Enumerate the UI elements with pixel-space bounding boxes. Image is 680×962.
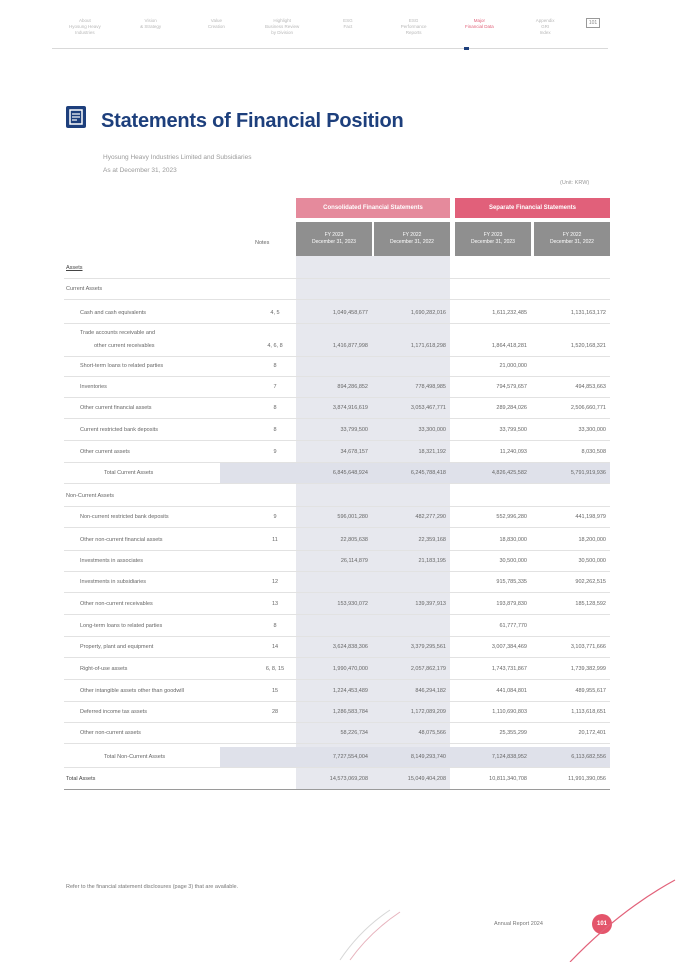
row-label-text: Long-term loans to related parties [80, 623, 163, 629]
row-note: 7 [273, 384, 277, 390]
row-label-text: Other non-current assets [80, 730, 141, 736]
row-value: 30,500,000 [578, 558, 606, 564]
col-header-year: FY 2023 [483, 232, 503, 238]
row-label-text: Assets [66, 265, 83, 271]
nav-item[interactable] [118, 18, 184, 48]
row-value: 915,785,335 [496, 579, 527, 585]
nav-active-marker [464, 47, 469, 50]
footnote: Refer to the financial statement disclosures (page 3) that are available. [66, 884, 239, 890]
row-value: 11,240,093 [499, 449, 527, 455]
row-note: 9 [273, 514, 277, 520]
row-note: 28 [271, 709, 279, 715]
row-value: 1,171,618,298 [410, 343, 446, 349]
row-note: 11 [272, 537, 278, 543]
row-divider [64, 679, 610, 680]
nav-item-label: Financial Data [464, 24, 494, 29]
row-value: 22,805,638 [340, 537, 368, 543]
row-divider [64, 743, 610, 744]
row-value: 33,300,000 [418, 427, 446, 433]
row-divider [64, 614, 610, 615]
row-note: 8 [273, 363, 277, 369]
table-row [64, 258, 610, 278]
nav-item-label: Appendix [535, 18, 555, 23]
row-label-text: Deferred income tax assets [80, 709, 147, 715]
row-label-text: Property, plant and equipment [80, 644, 154, 650]
row-divider [64, 527, 610, 528]
row-label [80, 666, 127, 672]
row-value: 20,172,401 [578, 730, 606, 736]
row-label [80, 644, 153, 650]
nav-item-label: Major [473, 18, 485, 23]
row-note: 8 [273, 427, 277, 433]
row-label [66, 776, 95, 782]
document-icon [66, 106, 86, 128]
nav-item[interactable] [249, 18, 315, 48]
table-row [64, 723, 610, 743]
row-label-text: Cash and cash equivalents [80, 310, 147, 316]
row-label [66, 493, 114, 499]
table-row [64, 420, 610, 440]
row-label [104, 754, 165, 760]
nav-item-label: Industries [75, 30, 95, 35]
row-label-text: Investments in subsidiaries [80, 579, 147, 585]
col-header-date: December 31, 2022 [550, 239, 594, 245]
row-value: 2,057,862,179 [410, 666, 446, 672]
row-note: 8 [273, 405, 277, 411]
nav-item[interactable] [184, 18, 250, 48]
row-note: 13 [271, 601, 279, 607]
nav-item-label: Fact [343, 24, 353, 29]
row-value: 3,874,916,619 [332, 405, 368, 411]
page-subtitle [103, 151, 252, 177]
row-value: 33,300,000 [578, 427, 606, 433]
row-value: 1,864,418,281 [491, 343, 527, 349]
nav-item-label: About [78, 18, 91, 23]
row-label-text: Other current assets [80, 449, 130, 455]
row-value: 1,224,453,489 [332, 688, 368, 694]
row-note: 6, 8, 15 [265, 666, 285, 672]
row-label-text: Total Non-Current Assets [104, 754, 166, 760]
row-value: 1,131,163,172 [570, 310, 606, 316]
row-label-text: Non-current restricted bank deposits [80, 514, 169, 520]
row-label-text: Total Assets [66, 776, 96, 782]
nav-item[interactable] [447, 18, 513, 48]
table-row [64, 769, 610, 789]
nav-item-label: & Strategy [140, 24, 162, 29]
row-label-text: Non-Current Assets [66, 493, 114, 499]
row-value: 1,520,168,321 [570, 343, 606, 349]
row-value: 11,991,390,056 [568, 776, 606, 782]
row-value: 3,007,384,469 [491, 644, 527, 650]
nav-item[interactable] [381, 18, 447, 48]
nav-item-label: Vision [144, 18, 157, 23]
nav-item-label: GRI [541, 24, 550, 29]
row-value: 18,830,000 [499, 537, 527, 543]
row-label [80, 730, 141, 736]
row-label [80, 601, 153, 607]
nav-item[interactable] [52, 18, 118, 48]
top-navigation [52, 18, 608, 48]
row-note: 9 [273, 449, 277, 455]
row-value: 18,321,192 [418, 449, 446, 455]
col-header-year: FY 2023 [324, 232, 344, 238]
table-row [64, 398, 610, 418]
nav-item[interactable] [315, 18, 381, 48]
row-divider [64, 657, 610, 658]
row-divider [64, 592, 610, 593]
page-number: 101 [592, 914, 612, 934]
nav-page-box[interactable]: 101 [586, 18, 600, 28]
row-value: 5,791,919,936 [570, 470, 606, 476]
row-value: 48,075,566 [418, 730, 446, 736]
row-value: 8,149,293,740 [410, 754, 446, 760]
row-value: 1,611,232,485 [492, 310, 527, 316]
consolidated-group-header: Consolidated Financial Statements [296, 198, 450, 218]
nav-item[interactable] [578, 18, 608, 48]
row-divider [64, 483, 610, 484]
row-label-text: Inventories [80, 384, 107, 390]
row-value: 14,573,069,208 [329, 776, 368, 782]
row-value: 1,113,618,651 [571, 709, 606, 715]
row-value: 153,930,072 [337, 601, 368, 607]
row-label-text: Current Assets [66, 286, 103, 292]
row-note: 4, 6, 8 [267, 343, 283, 349]
row-label-text: Other current financial assets [80, 405, 152, 411]
row-label [80, 623, 162, 629]
row-label [80, 363, 163, 369]
row-value: 894,286,852 [337, 384, 368, 390]
row-value: 10,811,340,708 [489, 776, 527, 782]
row-label-text: other current receivables [94, 343, 155, 349]
row-value: 552,996,280 [496, 514, 527, 520]
row-value: 4,826,425,582 [491, 470, 527, 476]
row-value: 1,286,583,784 [332, 709, 368, 715]
row-value: 33,799,500 [340, 427, 368, 433]
row-value: 3,053,467,771 [410, 405, 446, 411]
nav-item-label: Hyosung Heavy [68, 24, 101, 29]
col-header-year: FY 2022 [402, 232, 422, 238]
row-value: 3,379,295,561 [410, 644, 446, 650]
row-divider [64, 440, 610, 441]
decorative-lines [330, 870, 680, 962]
row-value: 289,284,026 [496, 405, 527, 411]
row-value: 6,845,648,924 [332, 470, 368, 476]
separate-group-header: Separate Financial Statements [455, 198, 610, 218]
table-row [64, 377, 610, 397]
row-divider [64, 418, 610, 419]
unit-label: (Unit: KRW) [560, 180, 590, 186]
table-row [64, 637, 610, 657]
row-label-text: Right-of-use assets [80, 666, 128, 672]
col-header-consolidated-2023 [296, 222, 372, 256]
nav-divider [52, 48, 608, 49]
row-note: 8 [273, 623, 277, 629]
row-value: 25,355,299 [499, 730, 527, 736]
col-header-consolidated-2022 [374, 222, 450, 256]
col-header-date: December 31, 2023 [312, 239, 356, 245]
row-value: 15,049,404,208 [407, 776, 446, 782]
table-row [64, 356, 610, 376]
row-label [80, 427, 158, 433]
row-divider [64, 789, 610, 790]
row-value: 185,128,592 [575, 601, 606, 607]
nav-item-label: Reports [405, 30, 422, 35]
table-row [64, 659, 610, 679]
row-label [80, 384, 107, 390]
row-value: 1,172,089,209 [410, 709, 446, 715]
row-value: 596,001,280 [337, 514, 368, 520]
row-divider [64, 767, 610, 768]
row-label [80, 310, 146, 316]
row-label [80, 709, 147, 715]
row-value: 1,110,690,803 [492, 709, 527, 715]
row-value: 61,777,770 [499, 623, 527, 629]
row-value: 22,359,168 [418, 537, 446, 543]
table-row [64, 594, 610, 614]
row-label-text: Current restricted bank deposits [80, 427, 158, 433]
table-row [64, 551, 610, 571]
table-row [64, 442, 610, 462]
row-value: 1,990,470,000 [332, 666, 368, 672]
row-value: 489,955,617 [575, 688, 606, 694]
row-label-text: Total Current Assets [104, 470, 154, 476]
nav-item-label: by Division [271, 30, 293, 35]
nav-item-label: Value [210, 18, 222, 23]
row-value: 441,084,801 [496, 688, 527, 694]
row-label-text: Other intangible assets other than goodwill [80, 688, 184, 694]
col-header-date: December 31, 2022 [390, 239, 434, 245]
row-divider [64, 299, 610, 300]
col-header-date: December 31, 2023 [471, 239, 515, 245]
table-row [64, 507, 610, 527]
table-row [64, 463, 610, 483]
row-value: 902,262,515 [575, 579, 606, 585]
row-value: 441,198,979 [575, 514, 606, 520]
row-value: 1,743,731,867 [491, 666, 527, 672]
row-label [66, 265, 83, 271]
row-label [80, 449, 130, 455]
row-value: 1,739,382,999 [570, 666, 606, 672]
row-label [80, 405, 152, 411]
row-value: 21,183,195 [418, 558, 446, 564]
col-header-year: FY 2022 [562, 232, 582, 238]
row-label-text: Short-term loans to related parties [80, 363, 164, 369]
row-label [80, 537, 163, 543]
row-value: 139,397,913 [415, 601, 446, 607]
row-value: 18,200,000 [578, 537, 606, 543]
nav-item-label: Creation [207, 24, 225, 29]
table-row [64, 702, 610, 722]
col-header-separate-2023 [455, 222, 531, 256]
row-value: 3,103,771,666 [570, 644, 606, 650]
table-row [64, 616, 610, 636]
subtitle-company: Hyosung Heavy Industries Limited and Subsidiaries [103, 154, 252, 161]
report-name: Annual Report 2024 [494, 921, 543, 927]
notes-header: Notes [255, 240, 270, 246]
table-row [64, 324, 610, 356]
row-value: 33,799,500 [499, 427, 527, 433]
row-label [80, 327, 155, 353]
row-value: 778,498,985 [415, 384, 446, 390]
row-note: 15 [271, 688, 279, 694]
nav-item-label: Business Review [264, 24, 300, 29]
row-label [66, 286, 102, 292]
subtitle-date: As at December 31, 2023 [103, 167, 177, 174]
row-value: 6,113,682,556 [571, 754, 606, 760]
row-value: 6,245,788,418 [410, 470, 446, 476]
row-note: 14 [271, 644, 279, 650]
row-value: 794,579,657 [496, 384, 527, 390]
table-row [64, 747, 610, 767]
table-row [64, 486, 610, 506]
row-value: 30,500,000 [499, 558, 527, 564]
row-label [80, 688, 184, 694]
nav-item-label: Highlight [273, 18, 291, 23]
table-row [64, 572, 610, 592]
row-value: 7,727,554,004 [332, 754, 368, 760]
row-label [80, 514, 169, 520]
row-value: 482,277,290 [415, 514, 446, 520]
row-value: 2,506,660,771 [570, 405, 606, 411]
row-value: 26,114,879 [340, 558, 368, 564]
row-value: 1,416,877,998 [332, 343, 368, 349]
row-value: 58,226,734 [340, 730, 368, 736]
nav-item-label: ESG [343, 18, 353, 23]
nav-item[interactable] [512, 18, 578, 48]
row-note: 4, 5 [270, 310, 280, 316]
row-note: 12 [271, 579, 279, 585]
col-header-separate-2022 [534, 222, 610, 256]
row-label [80, 579, 146, 585]
table-row [64, 279, 610, 299]
row-value: 1,690,282,016 [410, 310, 446, 316]
table-row [64, 303, 610, 323]
row-label-text: Other non-current financial assets [80, 537, 163, 543]
row-value: 846,294,182 [415, 688, 446, 694]
row-value: 7,124,838,952 [491, 754, 527, 760]
row-label-text: Other non-current receivables [80, 601, 153, 607]
row-value: 8,030,508 [581, 449, 606, 455]
table-row [64, 681, 610, 701]
page-title: Statements of Financial Position [101, 110, 404, 132]
row-label [104, 470, 153, 476]
row-value: 34,678,157 [340, 449, 368, 455]
nav-item-label: Index [539, 30, 551, 35]
row-value: 193,879,830 [496, 601, 527, 607]
row-label [80, 558, 143, 564]
nav-item-label: Performance [400, 24, 427, 29]
row-value: 1,049,458,677 [332, 310, 368, 316]
row-value: 494,853,663 [575, 384, 606, 390]
row-label-text: Investments in associates [80, 558, 143, 564]
table-row [64, 530, 610, 550]
row-label-text: Trade accounts receivable and [80, 330, 156, 336]
row-value: 3,624,838,306 [332, 644, 368, 650]
nav-item-label: ESG [408, 18, 419, 23]
row-value: 21,000,000 [499, 363, 527, 369]
